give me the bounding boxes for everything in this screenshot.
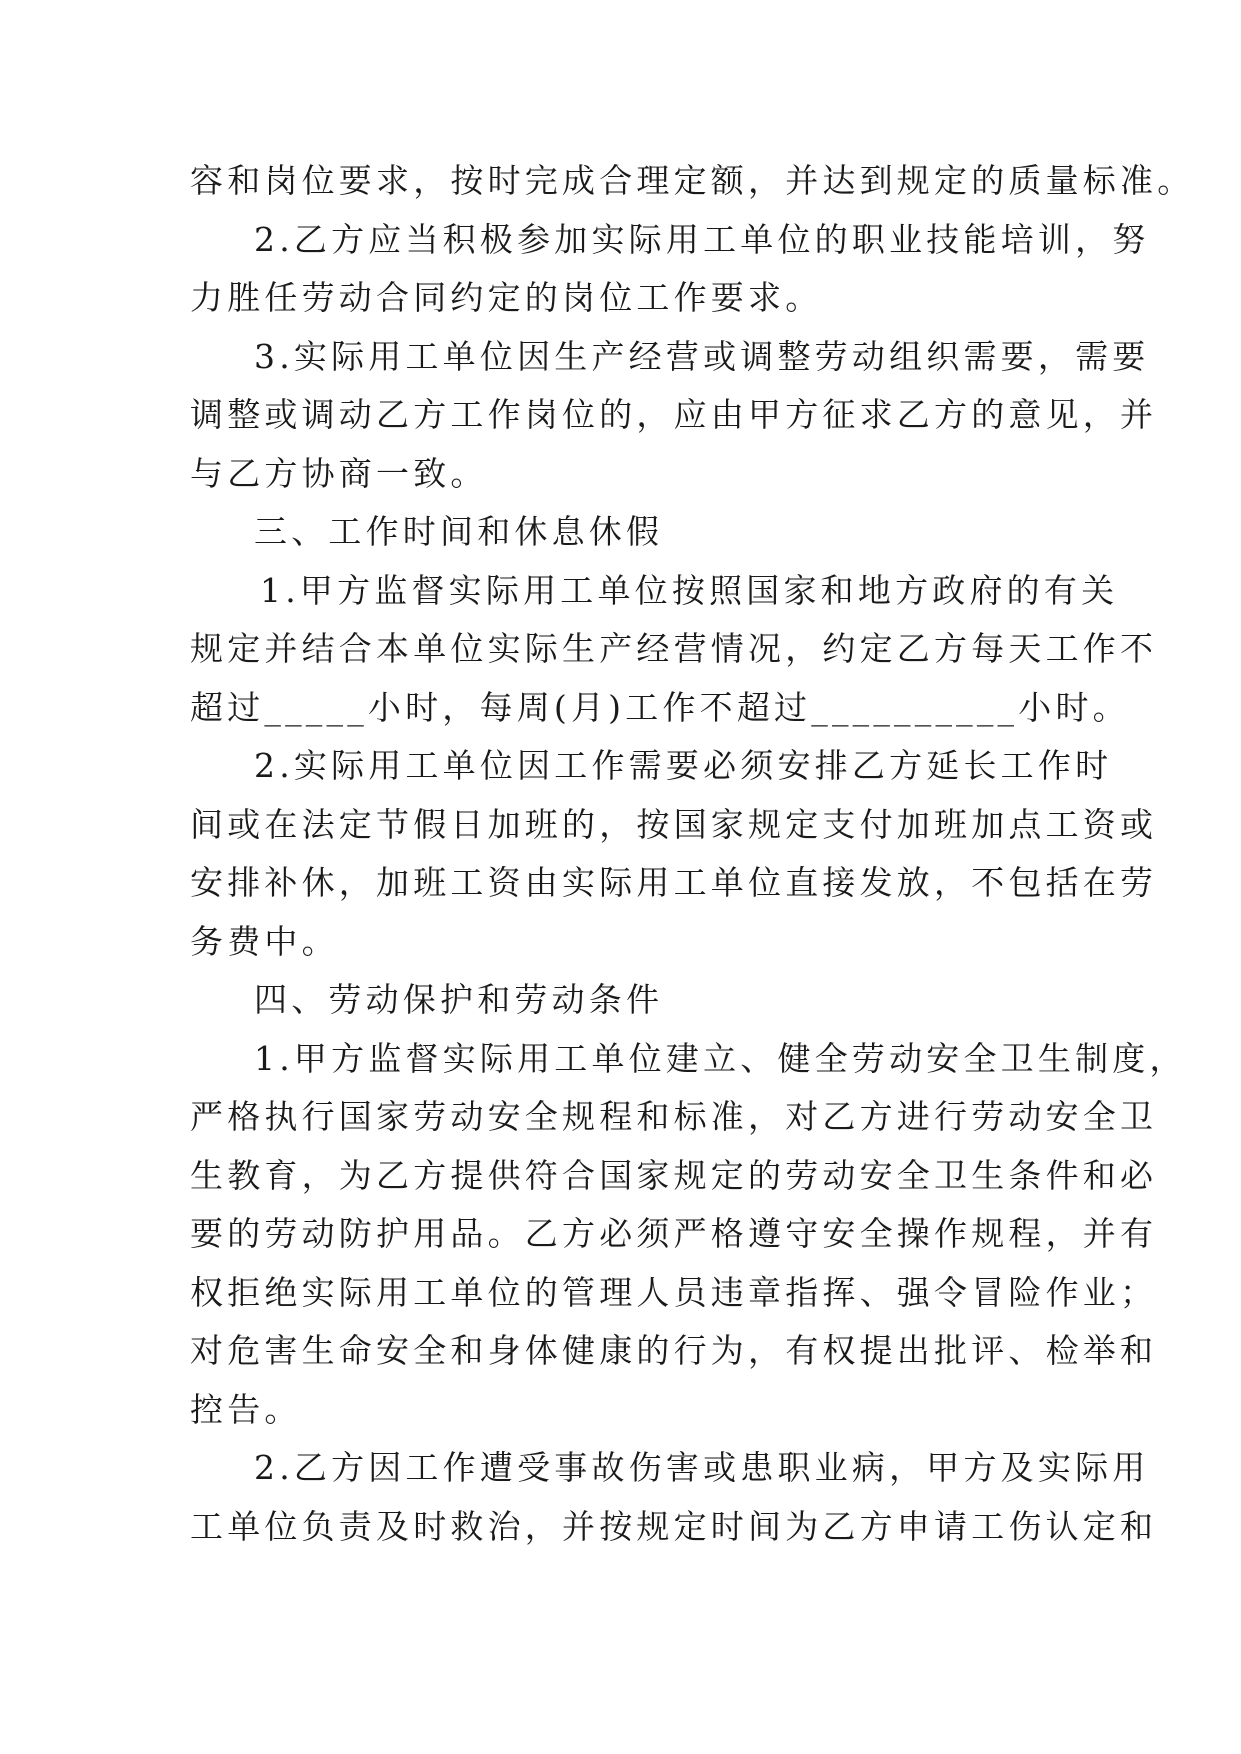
text-line: 权拒绝实际用工单位的管理人员违章指挥、强令冒险作业； bbox=[190, 1272, 1158, 1312]
document-body bbox=[190, 152, 1195, 1556]
text-line: 与乙方协商一致。 bbox=[190, 453, 488, 493]
text-line: 对危害生命安全和身体健康的行为，有权提出批评、检举和 bbox=[190, 1331, 1158, 1370]
text-line: 务费中。 bbox=[190, 921, 339, 961]
text-line: 1.甲方监督实际用工单位按照国家和地方政府的有关 bbox=[260, 570, 1119, 610]
section-heading: 三、工作时间和休息休假 bbox=[254, 512, 664, 551]
text-line: 规定并结合本单位实际生产经营情况，约定乙方每天工作不 bbox=[190, 629, 1158, 668]
text-line: 2.乙方应当积极参加实际用工单位的职业技能培训，努 bbox=[254, 219, 1150, 259]
text-line: 超过_____小时，每周(月)工作不超过__________小时。 bbox=[190, 687, 1130, 727]
text-line: 严格执行国家劳动安全规程和标准，对乙方进行劳动安全卫 bbox=[190, 1097, 1158, 1136]
text-line: 2.乙方因工作遭受事故伤害或患职业病，甲方及实际用 bbox=[254, 1448, 1150, 1487]
text-line: 工单位负责及时救治，并按规定时间为乙方申请工伤认定和 bbox=[190, 1506, 1158, 1546]
text-line: 容和岗位要求，按时完成合理定额，并达到规定的质量标准。 bbox=[190, 161, 1195, 200]
text-line: 控告。 bbox=[190, 1389, 302, 1429]
text-line: 要的劳动防护用品。乙方必须严格遵守安全操作规程，并有 bbox=[190, 1214, 1158, 1253]
text-line: 生教育，为乙方提供符合国家规定的劳动安全卫生条件和必 bbox=[190, 1155, 1158, 1195]
text-line: 3.实际用工单位因生产经营或调整劳动组织需要，需要 bbox=[254, 336, 1150, 376]
section-heading: 四、劳动保护和劳动条件 bbox=[254, 980, 664, 1019]
text-line: 力胜任劳动合同约定的岗位工作要求。 bbox=[190, 278, 823, 317]
text-line: 2.实际用工单位因工作需要必须安排乙方延长工作时 bbox=[254, 746, 1113, 785]
text-line: 安排补休，加班工资由实际用工单位直接发放，不包括在劳 bbox=[190, 863, 1158, 902]
text-line: 1.甲方监督实际用工单位建立、健全劳动安全卫生制度， bbox=[254, 1038, 1187, 1078]
text-line: 调整或调动乙方工作岗位的，应由甲方征求乙方的意见，并 bbox=[190, 395, 1158, 434]
text-line: 间或在法定节假日加班的，按国家规定支付加班加点工资或 bbox=[190, 804, 1158, 844]
